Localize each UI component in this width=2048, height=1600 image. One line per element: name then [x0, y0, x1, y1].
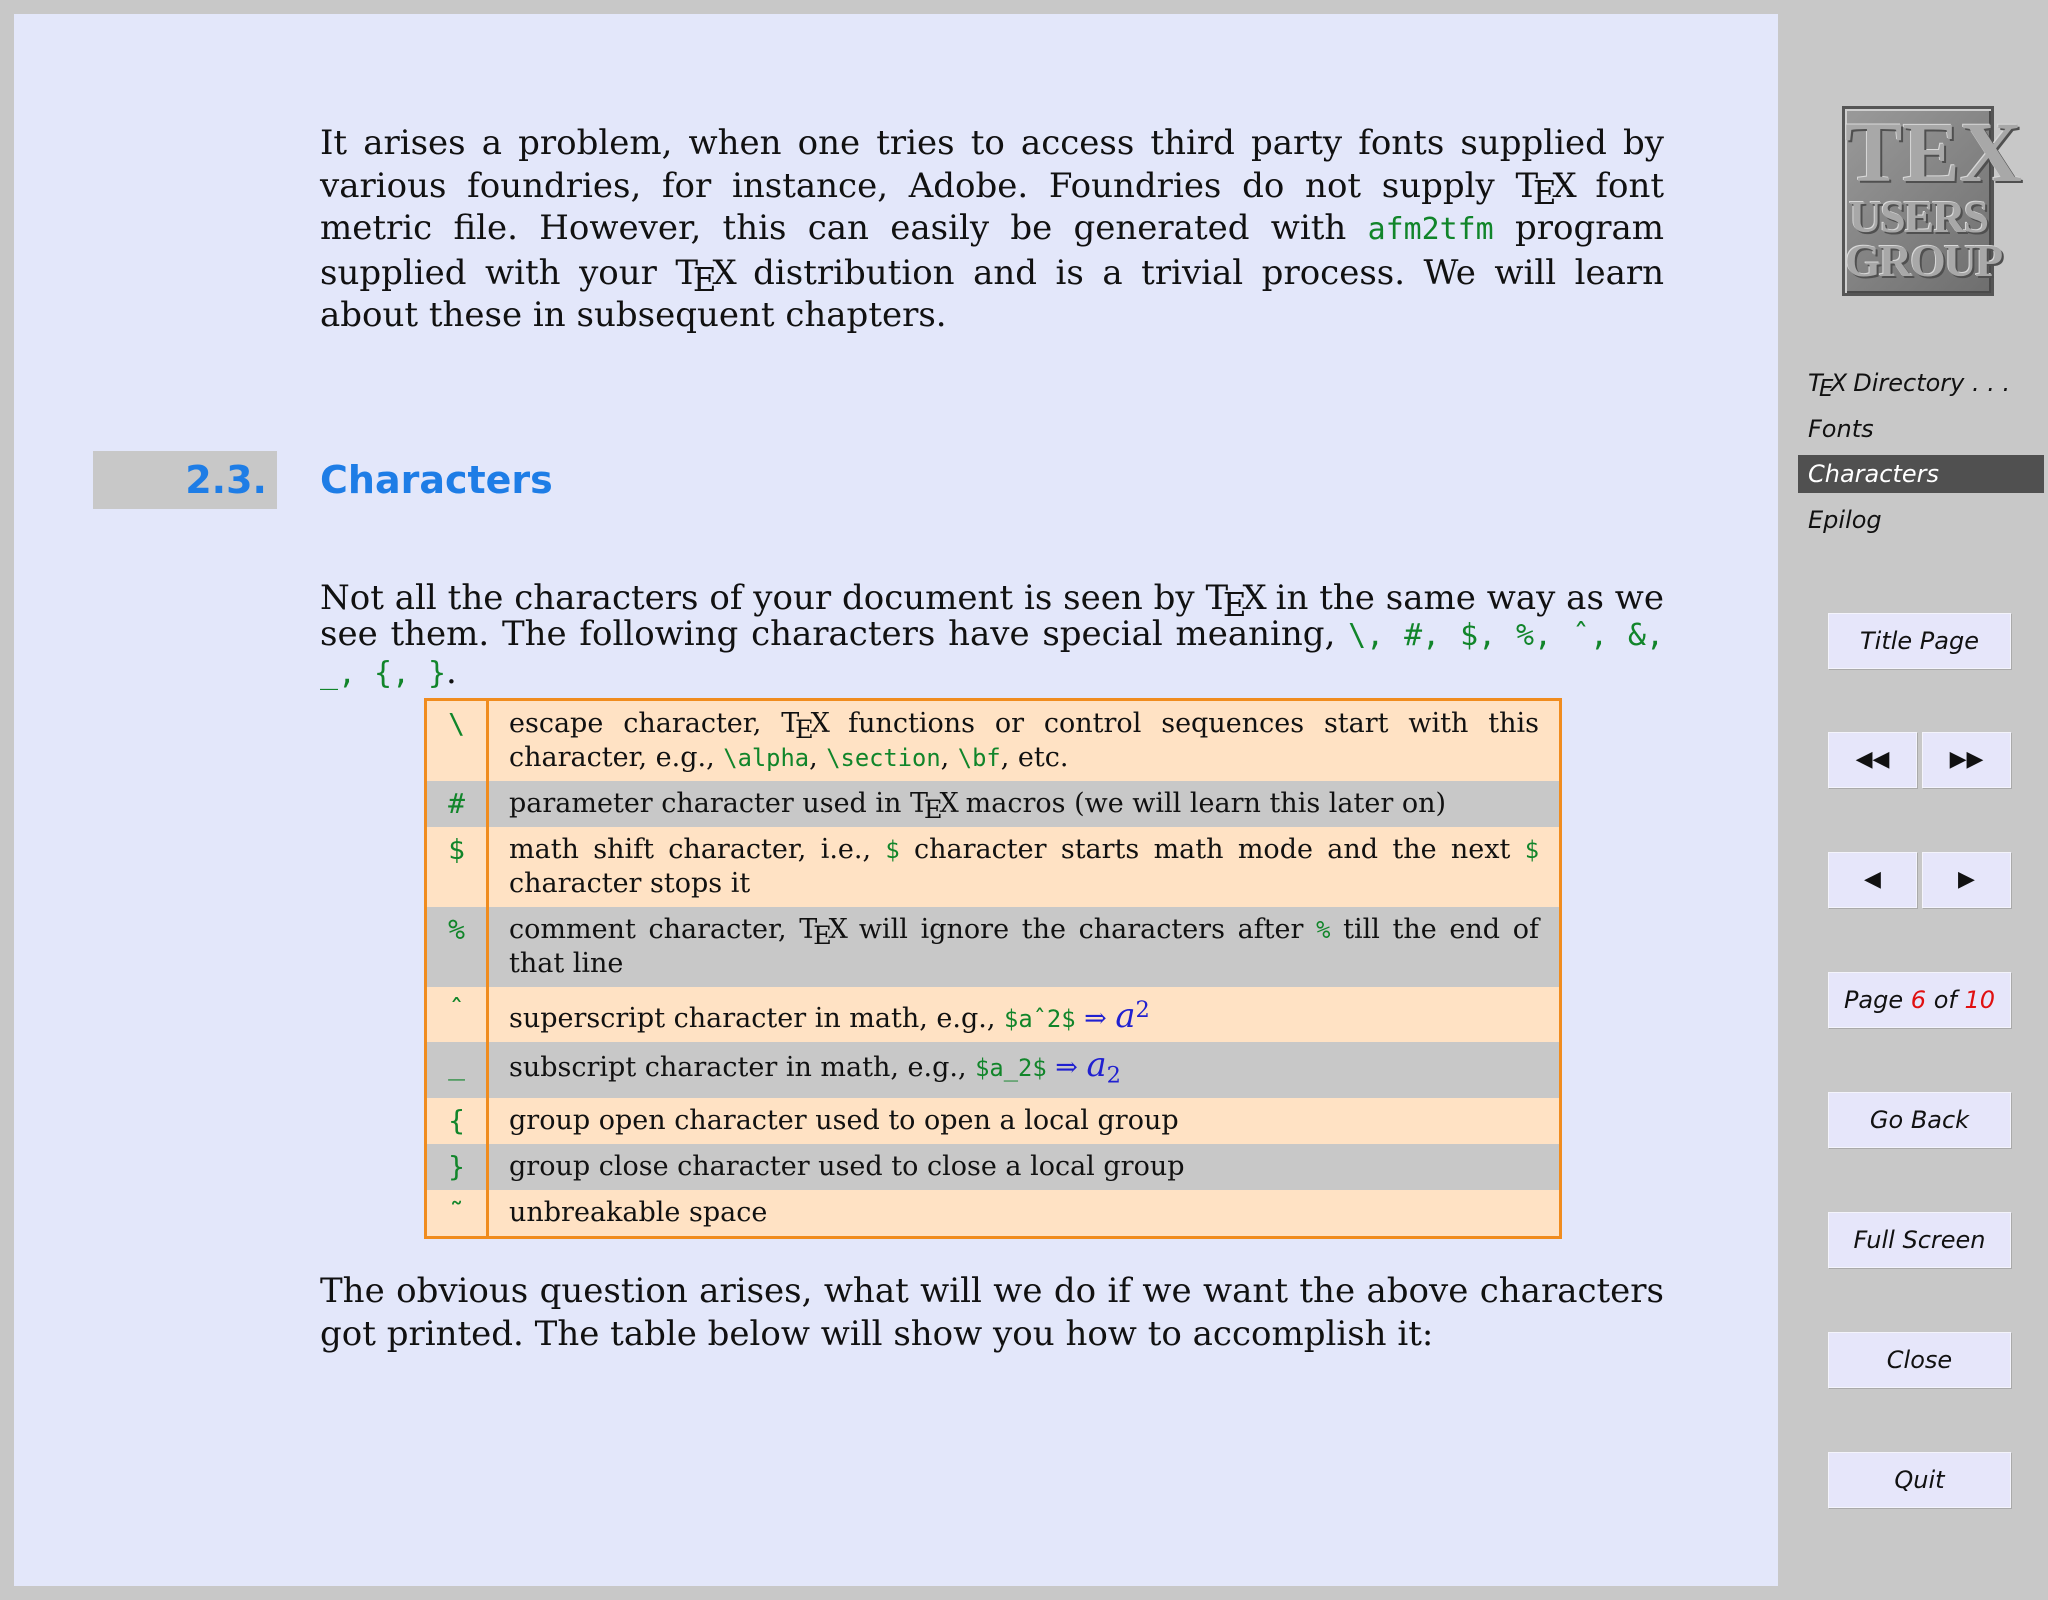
table-row	[427, 1098, 1559, 1144]
toc-item-characters[interactable]: Characters	[1798, 455, 2044, 493]
toc-item-epilog[interactable]: Epilog	[1808, 506, 1882, 534]
navigation-sidebar	[1792, 0, 2048, 1600]
char-cell: \	[427, 701, 489, 781]
title-page-button[interactable]: Title Page	[1828, 613, 2011, 669]
document-page	[14, 14, 1778, 1586]
section-title: Characters	[320, 458, 553, 502]
intro-paragraph	[320, 122, 1664, 337]
text-run: distribution and is a trivial process. We will learn about these in subsequent chapters.	[320, 252, 1665, 335]
text-run: font metric file. However, this can easily be generated with	[320, 165, 1665, 248]
close-button[interactable]: Close	[1828, 1332, 2011, 1388]
closing-paragraph: The obvious question arises, what will we do if we want the above characters got printed. The table below will show you how to accomplish it:	[320, 1271, 1664, 1354]
rewind-icon: ◀◀	[1855, 747, 1890, 772]
tex-logo: TEX	[1205, 578, 1265, 625]
previous-page-button[interactable]	[1828, 852, 1917, 908]
table-row	[427, 1042, 1559, 1098]
toc-item-fonts[interactable]: Fonts	[1808, 415, 1874, 443]
arrow-right-icon: ▶	[1958, 867, 1975, 892]
char-cell: _	[427, 1042, 489, 1098]
fast-forward-icon: ▶▶	[1949, 747, 1984, 772]
table-row	[427, 827, 1559, 907]
quit-button[interactable]: Quit	[1828, 1452, 2011, 1508]
go-back-button[interactable]: Go Back	[1828, 1092, 2011, 1148]
char-cell: {	[427, 1098, 489, 1144]
tex-users-group-logo: TEX USERS GROUP	[1842, 106, 1994, 296]
description-cell: subscript character in math, e.g., $a_2$ ⇒ $a_2$	[509, 1045, 1121, 1089]
table-row	[427, 1144, 1559, 1190]
description-cell: group close character used to close a local group	[509, 1151, 1185, 1183]
special-chars-list: \, #, $, %, ˆ, &, _, {, }	[320, 618, 1664, 691]
table-row	[427, 701, 1559, 781]
text-run: It arises a problem, when one tries to access third party fonts supplied by various foundries, for instance, Adobe. Foundries do not supply	[320, 123, 1664, 206]
toc-item-tex-directory[interactable]: TEX Directory . . .	[1808, 369, 2011, 403]
char-cell: }	[427, 1144, 489, 1190]
table-row	[427, 907, 1559, 987]
tex-logo: TEX	[1808, 369, 1846, 403]
full-screen-button[interactable]: Full Screen	[1828, 1212, 2011, 1268]
table-row	[427, 987, 1559, 1042]
char-cell: ˆ	[427, 987, 489, 1042]
description-cell: comment character, TEX will ignore the characters after % till the end of that line	[509, 914, 1539, 979]
tex-logo: TEX	[799, 914, 847, 951]
next-page-button[interactable]	[1922, 852, 2011, 908]
last-page-button[interactable]	[1922, 732, 2011, 788]
table-row	[427, 781, 1559, 827]
description-cell: math shift character, i.e., $ character starts math mode and the next $ character stops it	[509, 834, 1539, 899]
char-cell: $	[427, 827, 489, 907]
text-run: program supplied with your	[320, 208, 1664, 293]
afm2tfm-code: afm2tfm	[1367, 212, 1494, 247]
page-indicator: Page 6 of 10	[1828, 972, 2011, 1028]
table-row	[427, 1190, 1559, 1236]
char-cell: %	[427, 907, 489, 987]
description-cell: superscript character in math, e.g., $aˆ2$ ⇒ $a^2$	[509, 996, 1150, 1035]
arrow-left-icon: ◀	[1864, 867, 1881, 892]
tex-logo: TEX	[675, 252, 735, 299]
description-cell: parameter character used in TEX macros (we will learn this later on)	[509, 788, 1447, 825]
description-cell: unbreakable space	[509, 1197, 768, 1229]
description-cell: group open character used to open a local group	[509, 1105, 1179, 1137]
characters-paragraph: Not all the characters of your document is seen by TEX in the same way as we see them. The following characters have special meaning, \, #, $, %, ˆ, &, _, {, }.	[320, 578, 1665, 692]
section-number: 2.3.	[93, 451, 277, 509]
description-cell: escape character, TEX functions or control sequences start with this character, e.g., \alpha, \section, \bf, etc.	[509, 708, 1539, 773]
char-cell: ˜	[427, 1190, 489, 1236]
tex-logo: TEX	[781, 708, 829, 745]
tex-logo: TEX	[1515, 165, 1575, 212]
first-page-button[interactable]	[1828, 732, 1917, 788]
tex-logo: TEX	[910, 788, 958, 825]
char-cell: #	[427, 781, 489, 827]
special-characters-table	[424, 698, 1562, 1239]
